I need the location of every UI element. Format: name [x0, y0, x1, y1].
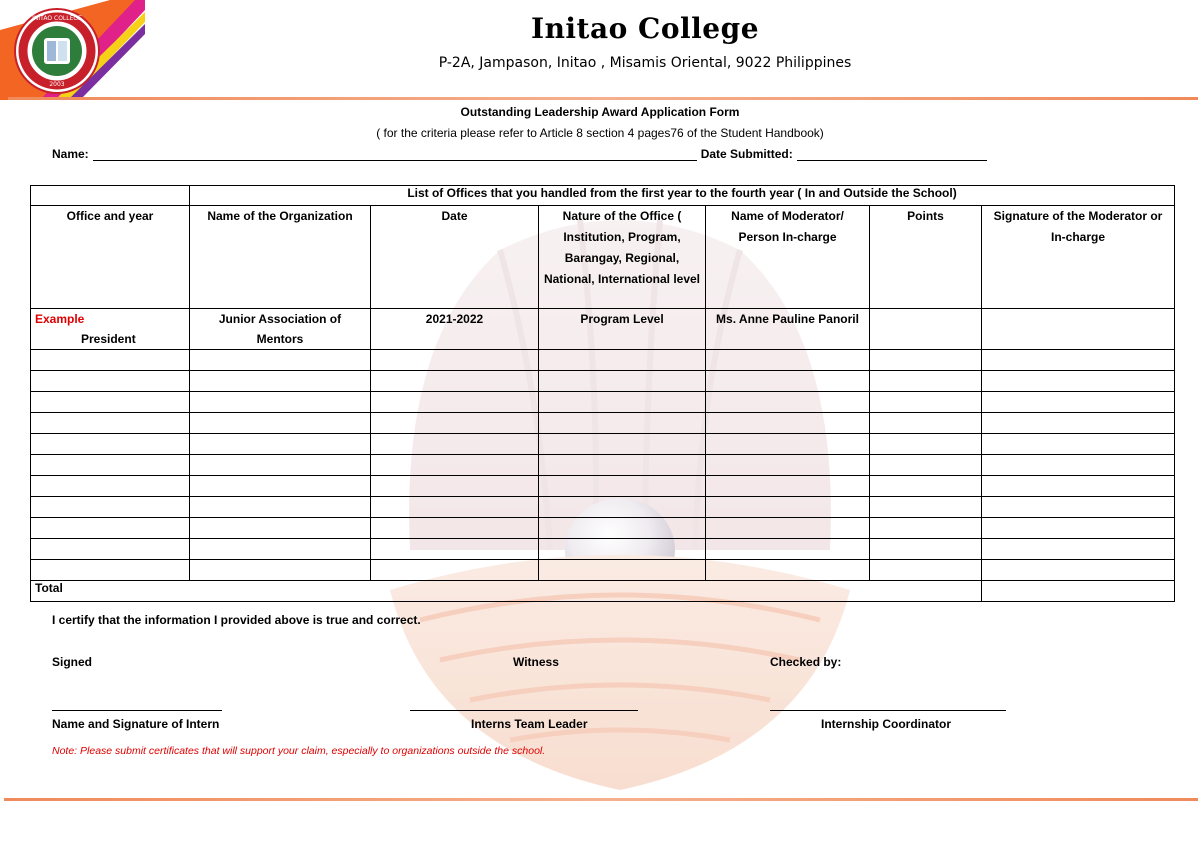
- table-total-row: [31, 581, 1175, 602]
- example-date: 2021-2022: [371, 309, 539, 350]
- table-cell[interactable]: [31, 539, 190, 560]
- table-cell[interactable]: [539, 497, 706, 518]
- table-cell[interactable]: [706, 518, 870, 539]
- table-cell[interactable]: [31, 371, 190, 392]
- checked-by-label: Checked by:: [770, 655, 842, 669]
- table-cell[interactable]: [706, 371, 870, 392]
- table-cell[interactable]: [190, 413, 371, 434]
- form-title: Outstanding Leadership Award Application Form: [460, 105, 740, 119]
- table-cell[interactable]: [539, 455, 706, 476]
- table-cell[interactable]: [706, 434, 870, 455]
- college-address: P-2A, Jampason, Initao , Misamis Oriental, 9022 Philippines: [438, 55, 852, 71]
- footer-divider: [4, 798, 1198, 801]
- example-office-cell: [31, 309, 190, 350]
- table-cell[interactable]: [31, 455, 190, 476]
- header-divider: [8, 97, 1198, 100]
- table-cell[interactable]: [982, 476, 1175, 497]
- table-cell[interactable]: [982, 518, 1175, 539]
- coordinator-signature-line[interactable]: [770, 710, 1006, 711]
- table-cell[interactable]: [982, 413, 1175, 434]
- table-cell[interactable]: [371, 518, 539, 539]
- table-cell[interactable]: [371, 476, 539, 497]
- table-row-example: [31, 309, 1175, 350]
- table-cell[interactable]: [371, 560, 539, 581]
- table-cell[interactable]: [706, 497, 870, 518]
- table-cell[interactable]: [870, 413, 982, 434]
- leader-signature-line[interactable]: [410, 710, 638, 711]
- table-cell[interactable]: [539, 434, 706, 455]
- date-submitted-label: Date Submitted:: [700, 147, 793, 161]
- header-moderator: Name of Moderator/ Person In-charge: [706, 206, 870, 309]
- table-cell[interactable]: [190, 497, 371, 518]
- example-points[interactable]: [870, 309, 982, 350]
- table-cell[interactable]: [870, 455, 982, 476]
- table-cell[interactable]: [31, 476, 190, 497]
- table-row: [31, 434, 1175, 455]
- table-cell[interactable]: [706, 350, 870, 371]
- table-header-row: [31, 206, 1175, 309]
- table-cell[interactable]: [31, 497, 190, 518]
- table-cell[interactable]: [31, 392, 190, 413]
- table-row: [31, 476, 1175, 497]
- table-cell[interactable]: [371, 497, 539, 518]
- name-label: Name:: [52, 147, 89, 161]
- table-cell[interactable]: [706, 476, 870, 497]
- logo-year-text: 2003: [49, 81, 65, 88]
- table-cell[interactable]: [371, 392, 539, 413]
- table-cell[interactable]: [982, 350, 1175, 371]
- example-moderator: Ms. Anne Pauline Panoril: [706, 309, 870, 350]
- table-cell[interactable]: [706, 413, 870, 434]
- example-signature[interactable]: [982, 309, 1175, 350]
- table-cell[interactable]: [190, 371, 371, 392]
- example-organization: Junior Association of Mentors: [190, 309, 371, 350]
- banner-empty-cell: [31, 186, 190, 206]
- name-date-row: [52, 147, 987, 161]
- table-cell[interactable]: [870, 371, 982, 392]
- table-row: [31, 518, 1175, 539]
- table-cell[interactable]: [190, 539, 371, 560]
- table-cell[interactable]: [371, 413, 539, 434]
- table-cell[interactable]: [870, 392, 982, 413]
- signed-label: Signed: [52, 655, 93, 669]
- table-cell[interactable]: [190, 518, 371, 539]
- table-cell[interactable]: [870, 539, 982, 560]
- header-date: Date: [371, 206, 539, 309]
- intern-signature-line[interactable]: [52, 710, 222, 711]
- example-label: Example: [35, 312, 85, 326]
- coordinator-label: Internship Coordinator: [821, 717, 951, 731]
- table-cell[interactable]: [982, 455, 1175, 476]
- certification-statement: I certify that the information I provided above is true and correct.: [52, 613, 421, 627]
- table-cell[interactable]: [982, 434, 1175, 455]
- table-cell[interactable]: [371, 455, 539, 476]
- table-cell[interactable]: [870, 476, 982, 497]
- header-signature: Signature of the Moderator or In-charge: [982, 206, 1175, 309]
- total-label: Total: [31, 581, 982, 602]
- header-points: Points: [870, 206, 982, 309]
- form-subtitle: ( for the criteria please refer to Article 8 section 4 pages76 of the Student Handbook): [376, 126, 824, 140]
- example-nature: Program Level: [539, 309, 706, 350]
- team-leader-label: Interns Team Leader: [471, 717, 588, 731]
- table-cell[interactable]: [870, 560, 982, 581]
- table-row: [31, 392, 1175, 413]
- date-submitted-field[interactable]: [797, 148, 987, 161]
- table-cell[interactable]: [190, 455, 371, 476]
- table-cell[interactable]: [190, 434, 371, 455]
- table-cell[interactable]: [982, 371, 1175, 392]
- table-cell[interactable]: [31, 434, 190, 455]
- table-cell[interactable]: [982, 539, 1175, 560]
- table-row: [31, 371, 1175, 392]
- table-cell[interactable]: [190, 392, 371, 413]
- college-name: Initao College: [530, 12, 760, 45]
- table-cell[interactable]: [539, 350, 706, 371]
- table-cell[interactable]: [371, 539, 539, 560]
- table-cell[interactable]: [706, 560, 870, 581]
- header-nature-of-office: Nature of the Office ( Institution, Program, Barangay, Regional, National, International level: [539, 206, 706, 309]
- table-cell[interactable]: [371, 434, 539, 455]
- submission-note: Note: Please submit certificates that will support your claim, especially to organizations outside the school.: [52, 745, 546, 757]
- table-cell[interactable]: [870, 518, 982, 539]
- table-cell[interactable]: [539, 392, 706, 413]
- offices-table: [30, 185, 1175, 602]
- table-cell[interactable]: [982, 560, 1175, 581]
- table-banner-row: [31, 186, 1175, 206]
- table-cell[interactable]: [539, 560, 706, 581]
- table-cell[interactable]: [190, 476, 371, 497]
- table-cell[interactable]: [870, 434, 982, 455]
- table-cell[interactable]: [870, 350, 982, 371]
- table-cell[interactable]: [190, 560, 371, 581]
- total-value-cell[interactable]: [982, 581, 1175, 602]
- witness-label: Witness: [513, 655, 559, 669]
- table-banner: List of Offices that you handled from the first year to the fourth year ( In and Outside the School): [190, 186, 1175, 206]
- table-cell[interactable]: [539, 413, 706, 434]
- table-row: [31, 455, 1175, 476]
- table-cell[interactable]: [539, 371, 706, 392]
- table-cell[interactable]: [706, 539, 870, 560]
- table-row: [31, 350, 1175, 371]
- table-cell[interactable]: [870, 497, 982, 518]
- example-office: President: [81, 332, 136, 346]
- name-field[interactable]: [93, 148, 697, 161]
- logo-label-text: INITAO COLLEGE: [32, 15, 82, 22]
- table-cell[interactable]: [31, 560, 190, 581]
- table-cell[interactable]: [539, 476, 706, 497]
- table-row: [31, 497, 1175, 518]
- table-cell[interactable]: [31, 350, 190, 371]
- table-cell[interactable]: [31, 413, 190, 434]
- table-cell[interactable]: [706, 455, 870, 476]
- header-office-year: Office and year: [31, 206, 190, 309]
- table-cell[interactable]: [371, 371, 539, 392]
- table-cell[interactable]: [371, 350, 539, 371]
- table-cell[interactable]: [982, 392, 1175, 413]
- table-cell[interactable]: [31, 518, 190, 539]
- header-organization: Name of the Organization: [190, 206, 371, 309]
- table-row: [31, 539, 1175, 560]
- table-cell[interactable]: [539, 539, 706, 560]
- table-cell[interactable]: [539, 518, 706, 539]
- table-cell[interactable]: [190, 350, 371, 371]
- table-cell[interactable]: [706, 392, 870, 413]
- table-cell[interactable]: [982, 497, 1175, 518]
- table-row: [31, 413, 1175, 434]
- intern-signature-label: Name and Signature of Intern: [52, 717, 220, 731]
- table-row: [31, 560, 1175, 581]
- blank-rows-group: [31, 350, 1175, 581]
